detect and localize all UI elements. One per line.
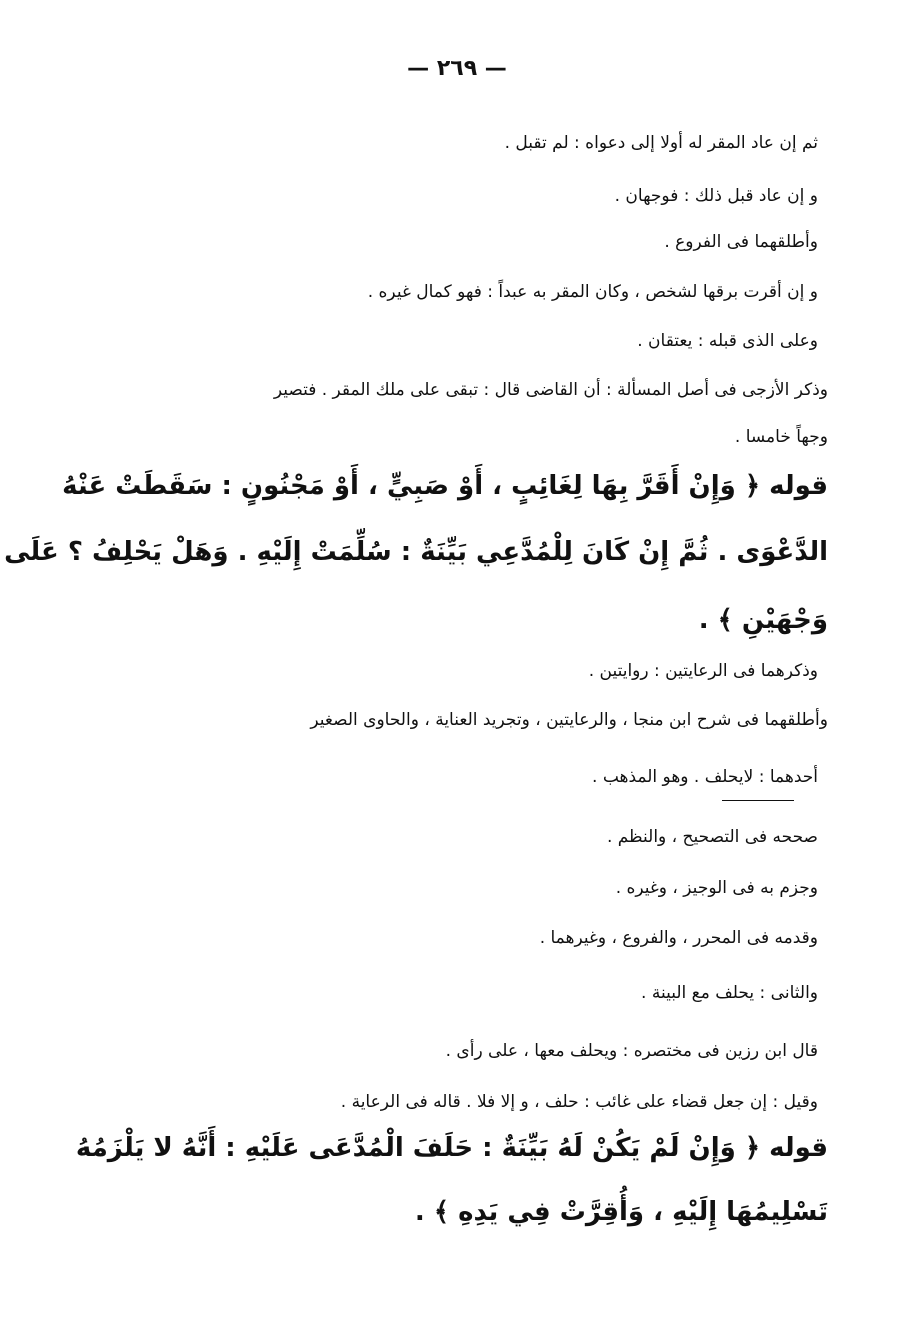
text-line: وجزم به فى الوجيز ، وغيره . xyxy=(615,878,818,898)
text-line: وعلى الذى قبله : يعتقان . xyxy=(637,331,818,351)
text-line: وجهاً خامسا . xyxy=(734,427,828,447)
text-line: وقيل : إن جعل قضاء على غائب : حلف ، و إلا فلا . قاله فى الرعاية . xyxy=(340,1092,818,1112)
heading-underline xyxy=(722,800,794,801)
text-line: وأطلقهما فى شرح ابن منجا ، والرعايتين ، وتجريد العناية ، والحاوى الصغير xyxy=(310,710,828,730)
matn-line: وَجْهَيْنِ ﴾ . xyxy=(698,605,828,635)
text-line: قال ابن رزين فى مختصره : ويحلف معها ، على رأى . xyxy=(445,1041,818,1061)
text-line: وقدمه فى المحرر ، والفروع ، وغيرهما . xyxy=(539,928,818,948)
text-line: و إن عاد قبل ذلك : فوجهان . xyxy=(614,186,818,206)
text-line: والثانى : يحلف مع البينة . xyxy=(641,983,818,1003)
text-line: وذكرهما فى الرعايتين : روايتين . xyxy=(588,661,818,681)
text-line: و إن أقرت برقها لشخص ، وكان المقر به عبداً : فهو كمال غيره . xyxy=(367,282,818,302)
matn-line: الدَّعْوَى . ثُمَّ إِنْ كَانَ لِلْمُدَّعِي بَيِّنَةٌ : سُلِّمَتْ إِلَيْهِ . وَهَلْ يَحْلِفُ ؟ عَلَى xyxy=(4,537,828,567)
text-line: ثم إن عاد المقر له أولا إلى دعواه : لم تقبل . xyxy=(504,133,818,153)
page-number: — ٢٦٩ — xyxy=(407,56,507,81)
matn-line: تَسْلِيمُهَا إِلَيْهِ ، وَأُقِرَّتْ فِي يَدِهِ ﴾ . xyxy=(414,1197,828,1227)
text-line: وأطلقهما فى الفروع . xyxy=(664,232,818,252)
text-line: صححه فى التصحيح ، والنظم . xyxy=(606,827,818,847)
matn-line: قوله ﴿ وَإِنْ لَمْ يَكُنْ لَهُ بَيِّنَةٌ : حَلَفَ الْمُدَّعَى عَلَيْهِ : أَنَّهُ لا يَلْزَمُهُ xyxy=(75,1133,828,1163)
text-line: أحدهما : لايحلف . وهو المذهب . xyxy=(592,767,818,787)
matn-line: قوله ﴿ وَإِنْ أَقَرَّ بِهَا لِغَائِبٍ ، أَوْ صَبِيٍّ ، أَوْ مَجْنُونٍ : سَقَطَتْ عَنْهُ xyxy=(62,471,828,501)
text-line: وذكر الأزجى فى أصل المسألة : أن القاضى قال : تبقى على ملك المقر . فتصير xyxy=(273,380,828,400)
